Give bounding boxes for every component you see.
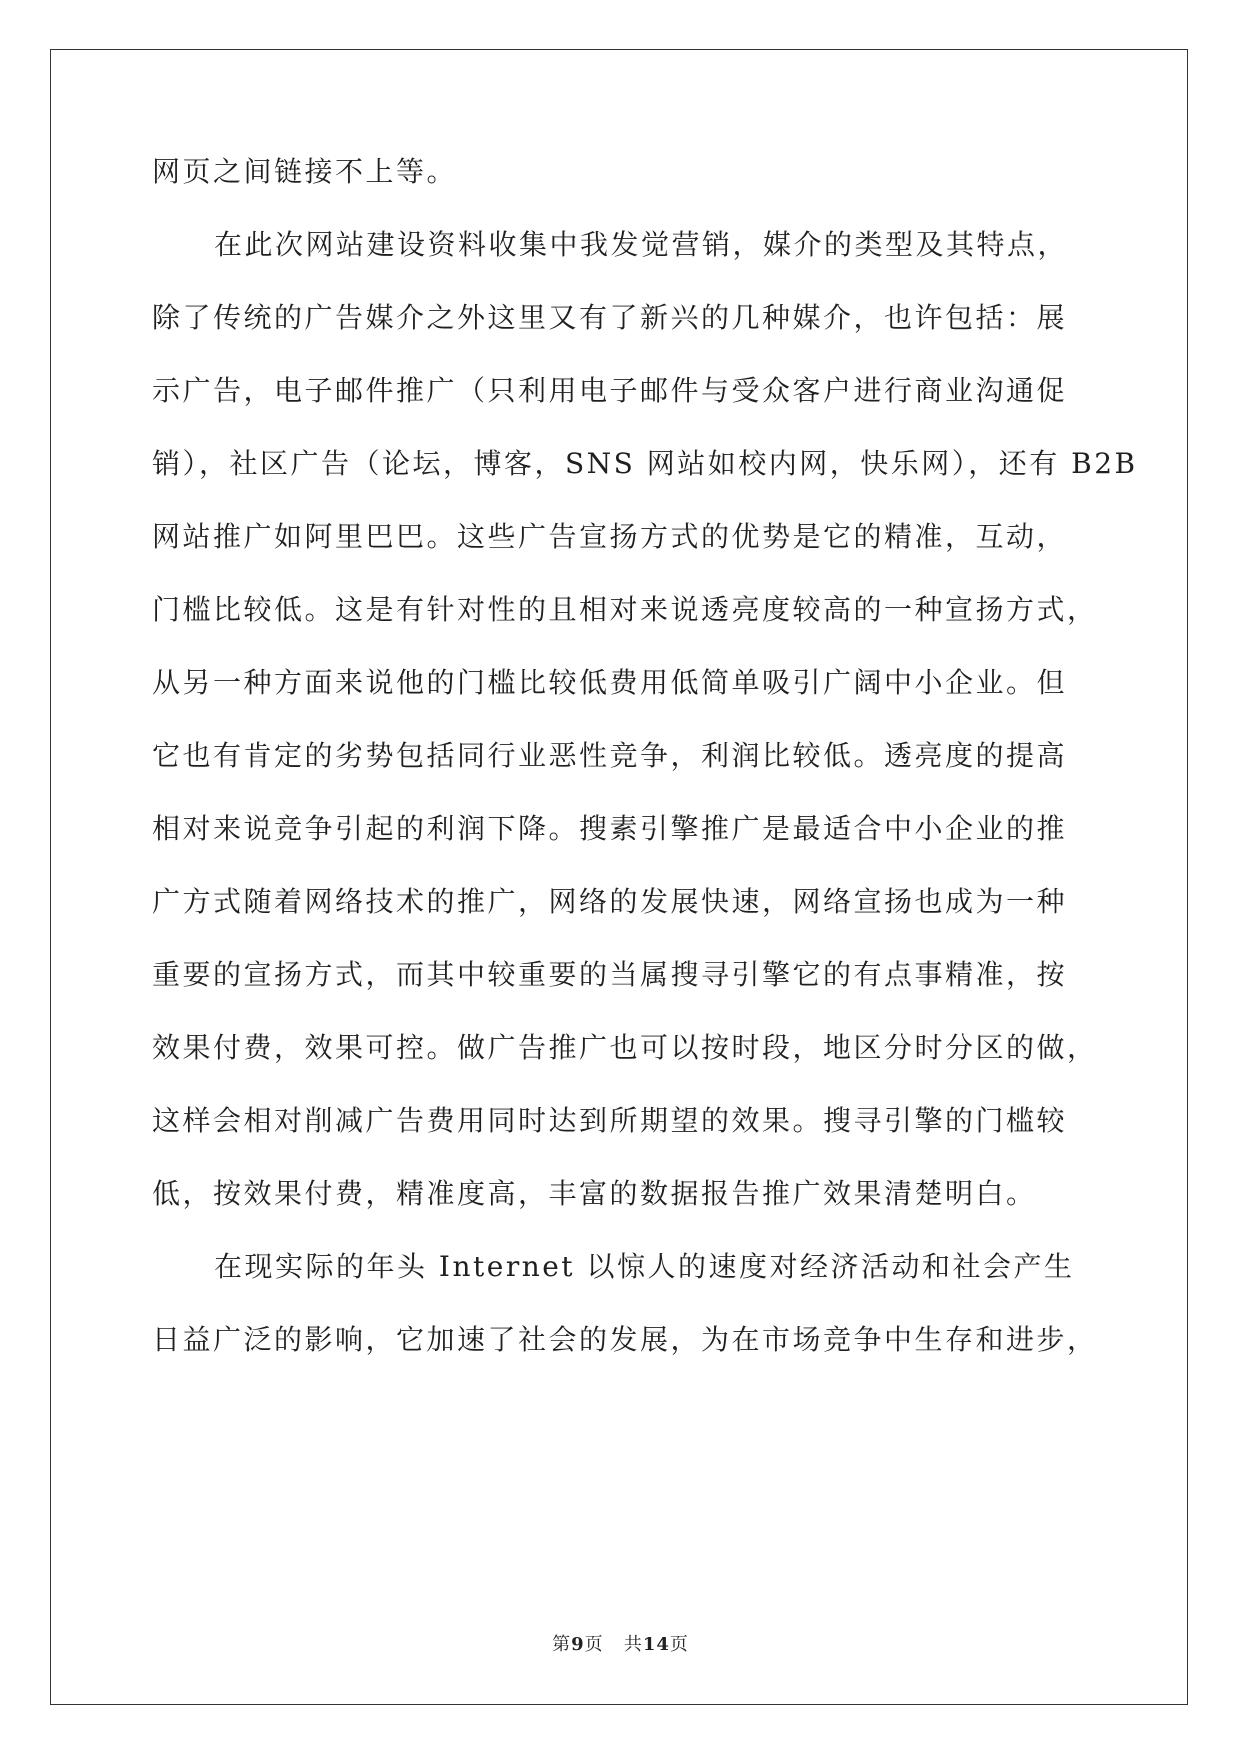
paragraph-line: 示广告，电子邮件推广（只利用电子邮件与受众客户进行商业沟通促: [152, 374, 1068, 407]
paragraph-line: 日益广泛的影响，它加速了社会的发展，为在市场竞争中生存和进步，: [152, 1323, 1098, 1356]
paragraph-line: 重要的宣扬方式，而其中较重要的当属搜寻引擎它的有点事精准，按: [152, 958, 1068, 991]
paragraph-line: 在现实际的年头 Internet 以惊人的速度对经济活动和社会产生: [214, 1250, 1075, 1283]
page-prefix: 第: [552, 1634, 572, 1655]
paragraph-line: 网页之间链接不上等。: [152, 155, 458, 188]
paragraph-line: 网站推广如阿里巴巴。这些广告宣扬方式的优势是它的精准，互动，: [152, 520, 1068, 553]
page-label: 页: [584, 1634, 604, 1655]
paragraph-line: 从另一种方面来说他的门槛比较低费用低简单吸引广阔中小企业。但: [152, 666, 1068, 699]
paragraph-line: 广方式随着网络技术的推广，网络的发展快速，网络宣扬也成为一种: [152, 885, 1068, 918]
paragraph-line: 低，按效果付费，精准度高，丰富的数据报告推广效果清楚明白。: [152, 1177, 1037, 1210]
paragraph-line: 门槛比较低。这是有针对性的且相对来说透亮度较高的一种宣扬方式，: [152, 593, 1098, 626]
paragraph-line: 销），社区广告（论坛，博客，SNS 网站如校内网，快乐网），还有 B2B: [152, 447, 1138, 480]
page-footer: [0, 1630, 1241, 1656]
paragraph-line: 它也有肯定的劣势包括同行业恶性竞争，利润比较低。透亮度的提高: [152, 739, 1068, 772]
paragraph-line: 这样会相对削减广告费用同时达到所期望的效果。搜寻引擎的门槛较: [152, 1104, 1068, 1137]
paragraph-line: 效果付费，效果可控。做广告推广也可以按时段，地区分时分区的做，: [152, 1031, 1098, 1064]
total-page-number: 14: [642, 1634, 670, 1655]
total-prefix: 共: [623, 1634, 643, 1655]
total-label: 页: [669, 1634, 689, 1655]
current-page-number: 9: [571, 1634, 585, 1655]
paragraph-line: 在此次网站建设资料收集中我发觉营销，媒介的类型及其特点，: [214, 228, 1069, 261]
paragraph-line: 相对来说竞争引起的利润下降。搜素引擎推广是最适合中小企业的推: [152, 812, 1068, 845]
paragraph-line: 除了传统的广告媒介之外这里又有了新兴的几种媒介，也许包括：展: [152, 301, 1068, 334]
